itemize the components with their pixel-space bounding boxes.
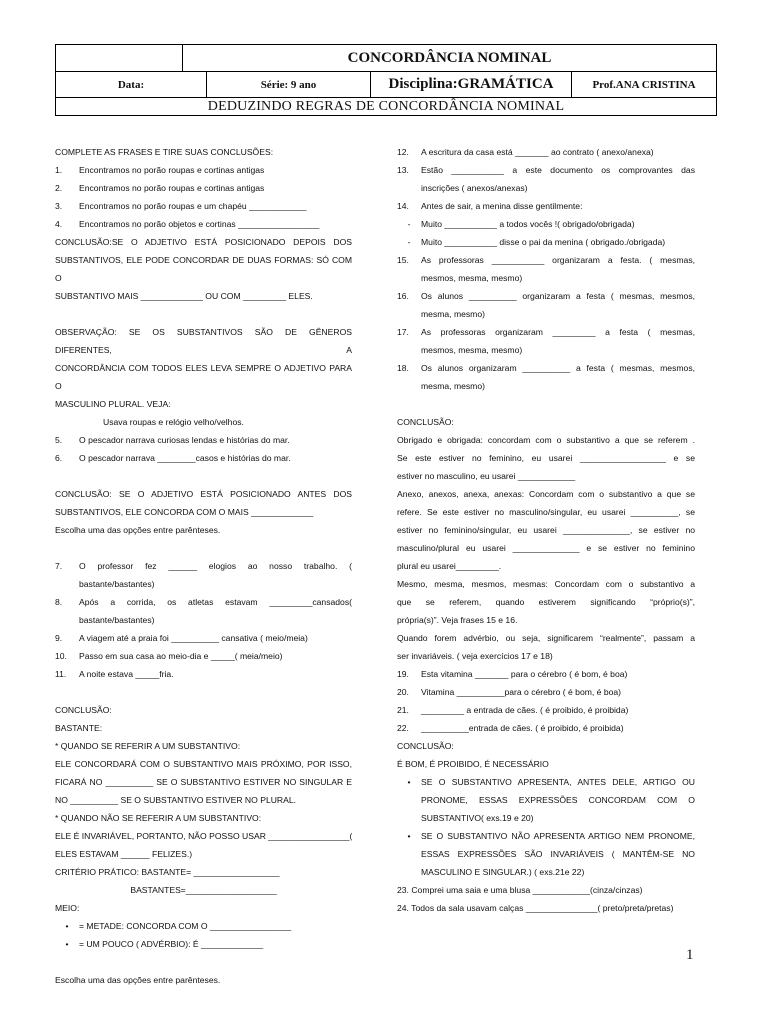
line-text: SE O SUBSTANTIVO APRESENTA, ANTES DELE, ARTIGO OU	[421, 777, 695, 787]
text-line	[397, 881, 695, 899]
line-text: CONCLUSÃO:SE O ADJETIVO ESTÁ POSICIONADO DEPOIS DOS	[55, 237, 352, 247]
text-line	[55, 503, 352, 521]
subject-label: Disciplina:GRAMÁTICA	[371, 72, 572, 97]
exercise-line	[55, 197, 352, 215]
line-text: ser invariáveis. ( veja exercícios 17 e 18)	[397, 651, 553, 661]
line-text: ESSAS EXPRESSÕES SÃO INVARIÁVEIS ( MANTÊM-SE NO	[421, 849, 695, 859]
text-line	[55, 143, 352, 161]
line-text: 23. Comprei uma saia e uma blusa ____________(cinza/cinzas)	[397, 885, 643, 895]
line-text: BASTANTE:	[55, 723, 103, 733]
item-number: 15.	[397, 255, 409, 265]
line-text: mesmos, mesma, mesmo)	[421, 345, 523, 355]
exercise-line	[55, 917, 352, 935]
line-text: SE O SUBSTANTIVO NÃO APRESENTA ARTIGO NEM PRONOME,	[421, 831, 695, 841]
line-text: A noite estava _____fria.	[79, 669, 174, 679]
text-line	[55, 575, 352, 593]
blank-line	[55, 305, 352, 323]
text-line	[55, 251, 352, 287]
line-text: ELE É INVARIÁVEL, PORTANTO, NÃO POSSO USAR _________________(	[55, 831, 352, 841]
exercise-line	[55, 215, 352, 233]
line-text: Encontramos no porão roupas e um chapéu ____________	[79, 201, 307, 211]
item-number: 10.	[55, 651, 67, 661]
header-row-subtitle	[56, 98, 716, 115]
blank-line	[55, 953, 352, 971]
line-text: É BOM, É PROIBIDO, É NECESSÁRIO	[397, 759, 549, 769]
line-text: ELES ESTAVAM ______ FELIZES.)	[55, 849, 193, 859]
text-line	[55, 611, 352, 629]
line-text: plural eu usarei_________.	[397, 561, 502, 571]
text-line	[397, 521, 695, 539]
header-table	[55, 44, 717, 116]
page-number: 1	[686, 947, 694, 963]
text-line	[397, 503, 695, 521]
bullet: •	[407, 777, 411, 787]
text-line	[397, 611, 695, 629]
line-text: Usava roupas e relógio velho/velhos.	[103, 417, 244, 427]
line-text: As professoras organizaram _________ a festa ( mesmas,	[421, 327, 695, 337]
text-line	[55, 359, 352, 395]
line-text: masculino/plural eu usarei ______________ e se estiver no feminino	[397, 543, 695, 553]
line-text: CONCLUSÃO:	[397, 417, 454, 427]
line-text: COMPLETE AS FRASES E TIRE SUAS CONCLUSÕES:	[55, 147, 274, 157]
text-line	[397, 647, 695, 665]
header-row-info	[56, 72, 716, 98]
text-line	[55, 719, 352, 737]
text-line	[55, 413, 352, 431]
text-line	[55, 521, 352, 539]
exercise-line	[397, 161, 695, 179]
text-line	[55, 809, 352, 827]
text-line	[55, 773, 352, 791]
exercise-line	[55, 593, 352, 611]
text-line	[55, 737, 352, 755]
line-text: Escolha uma das opções entre parênteses.	[55, 525, 221, 535]
line-text: estiver no feminino/singular, eu usarei ______________, se estiver no	[397, 525, 695, 535]
line-text: inscrições ( anexos/anexas)	[421, 183, 528, 193]
line-text: _________ a entrada de cães. ( é proibido, é proibida)	[421, 705, 629, 715]
line-text: MASCULINO PLURAL. VEJA:	[55, 399, 171, 409]
text-line	[55, 881, 352, 899]
item-number: 4.	[55, 219, 63, 229]
line-text: mesma, mesmo)	[421, 309, 485, 319]
line-text: SUBSTANTIVO MAIS _____________ OU COM _________ ELES.	[55, 291, 313, 301]
bullet: -	[407, 219, 411, 229]
line-text: Antes de sair, a menina disse gentilmente:	[421, 201, 583, 211]
series-label: Série: 9 ano	[207, 72, 371, 97]
line-text: SUBSTANTIVO( exs.19 e 20)	[421, 813, 534, 823]
text-line	[397, 305, 695, 323]
text-line	[397, 863, 695, 881]
text-line	[397, 791, 695, 809]
line-text: NO __________ SE O SUBSTANTIVO ESTIVER NO PLURAL.	[55, 795, 297, 805]
item-number: 16.	[397, 291, 409, 301]
exercise-line	[397, 323, 695, 341]
item-number: 19.	[397, 669, 409, 679]
text-line	[55, 791, 352, 809]
item-number: 6.	[55, 453, 63, 463]
exercise-line	[397, 683, 695, 701]
line-text: Vitamina __________para o cérebro ( é bom, é boa)	[421, 687, 622, 697]
item-number: 20.	[397, 687, 409, 697]
line-text: = UM POUCO ( ADVÉRBIO): É _____________	[79, 939, 264, 949]
right-column	[397, 143, 695, 917]
line-text: CONCLUSÃO: SE O ADJETIVO ESTÁ POSICIONADO ANTES DOS	[55, 489, 352, 499]
blank-line	[55, 683, 352, 701]
line-text: Encontramos no porão roupas e cortinas antigas	[79, 183, 265, 193]
line-text: PRONOME, ESSAS EXPRESSÕES CONCORDAM COM O	[421, 795, 695, 805]
text-line	[55, 863, 352, 881]
line-text: Se este estiver no feminino, eu usarei __________________ e se	[397, 453, 695, 463]
exercise-line	[397, 251, 695, 269]
item-number: 7.	[55, 561, 63, 571]
line-text: 24. Todos da sala usavam calças _______________( preto/preta/pretas)	[397, 903, 674, 913]
line-text: Esta vitamina _______ para o cérebro ( é bom, é boa)	[421, 669, 628, 679]
exercise-line	[397, 197, 695, 215]
text-line	[55, 899, 352, 917]
item-number: 13.	[397, 165, 409, 175]
exercise-line	[55, 449, 352, 467]
line-text: CONCLUSÃO:	[55, 705, 112, 715]
line-text: As professoras ___________ organizaram a festa. ( mesmas,	[421, 255, 695, 265]
exercise-line	[397, 233, 695, 251]
line-text: A escritura da casa está _______ ao contrato ( anexo/anexa)	[421, 147, 654, 157]
bullet: •	[65, 921, 69, 931]
text-line	[397, 899, 695, 917]
text-line	[397, 485, 695, 503]
line-text: Os alunos organizaram __________ a festa ( mesmas, mesmos,	[421, 363, 695, 373]
line-text: Escolha uma das opções entre parênteses.	[55, 975, 221, 985]
text-line	[55, 827, 352, 845]
line-text: O pescador narrava curiosas lendas e histórias do mar.	[79, 435, 290, 445]
text-line	[397, 341, 695, 359]
exercise-line	[55, 629, 352, 647]
teacher-label: Prof.ANA CRISTINA	[592, 78, 696, 91]
exercise-line	[55, 935, 352, 953]
item-number: 2.	[55, 183, 63, 193]
line-text: estiver no masculino, eu usarei ____________	[397, 471, 576, 481]
line-text: Anexo, anexos, anexa, anexas: Concordam com o substantivo a que se	[397, 489, 695, 499]
exercise-line	[55, 161, 352, 179]
item-number: 18.	[397, 363, 409, 373]
exercise-line	[397, 287, 695, 305]
exercise-line	[397, 215, 695, 233]
page-subtitle: DEDUZINDO REGRAS DE CONCORDÂNCIA NOMINAL	[207, 98, 565, 114]
bullet: •	[407, 831, 411, 841]
line-text: * QUANDO SE REFERIR A UM SUBSTANTIVO:	[55, 741, 241, 751]
line-text: MEIO:	[55, 903, 80, 913]
text-line	[55, 845, 352, 863]
line-text: FICARÁ NO __________ SE O SUBSTANTIVO ESTIVER NO SINGULAR E	[55, 777, 352, 787]
exercise-line	[55, 647, 352, 665]
line-text: SUBSTANTIVOS, ELE CONCORDA COM O MAIS _____________	[55, 507, 314, 517]
item-number: 17.	[397, 327, 409, 337]
line-text: Mesmo, mesma, mesmos, mesmas: Concordam com o substantivo a	[397, 579, 695, 589]
exercise-line	[397, 773, 695, 791]
item-number: 1.	[55, 165, 63, 175]
text-line	[55, 971, 352, 989]
text-line	[55, 233, 352, 251]
exercise-line	[55, 557, 352, 575]
item-number: 8.	[55, 597, 63, 607]
text-line	[55, 395, 352, 413]
text-line	[397, 737, 695, 755]
line-text: OBSERVAÇÃO: SE OS SUBSTANTIVOS SÃO DE GÊNEROS DIFERENTES, A	[55, 327, 352, 355]
text-line	[397, 179, 695, 197]
exercise-line	[397, 701, 695, 719]
item-number: 9.	[55, 633, 63, 643]
line-text: Quando forem advérbio, ou seja, significarem “realmente”, passam a	[397, 633, 695, 643]
left-column	[55, 143, 352, 989]
line-text: Muito ___________ disse o pai da menina ( obrigado./obrigada)	[421, 237, 666, 247]
text-line	[397, 755, 695, 773]
text-line	[397, 845, 695, 863]
text-line	[55, 755, 352, 773]
text-line	[397, 467, 695, 485]
blank-line	[55, 539, 352, 557]
item-number: 12.	[397, 147, 409, 157]
line-text: mesma, mesmo)	[421, 381, 485, 391]
line-text: Encontramos no porão objetos e cortinas _________________	[79, 219, 320, 229]
text-line	[397, 629, 695, 647]
exercise-line	[397, 665, 695, 683]
line-text: Muito ___________ a todos vocês !( obrigado/obrigada)	[421, 219, 635, 229]
line-text: SUBSTANTIVOS, ELE PODE CONCORDAR DE DUAS FORMAS: SÓ COM O	[55, 255, 352, 283]
line-text: O professor fez ______ elogios ao nosso trabalho. (	[79, 561, 352, 571]
line-text: MASCULINO E SINGULAR.) ( exs.21e 22)	[421, 867, 585, 877]
line-text: Obrigado e obrigada: concordam com o substantivo a que se referem .	[397, 435, 695, 445]
text-line	[397, 269, 695, 287]
line-text: BASTANTES=___________________	[130, 885, 277, 895]
text-line	[397, 575, 695, 593]
line-text: CONCLUSÃO:	[397, 741, 454, 751]
line-text: __________entrada de cães. ( é proibido, é proibida)	[421, 723, 624, 733]
blank-line	[397, 395, 695, 413]
exercise-line	[55, 179, 352, 197]
item-number: 21.	[397, 705, 409, 715]
item-number: 3.	[55, 201, 63, 211]
exercise-line	[397, 359, 695, 377]
line-text: O pescador narrava ________casos e histórias do mar.	[79, 453, 291, 463]
line-text: que se referem, quando estiverem significando “próprio(s)”,	[397, 597, 695, 607]
exercise-line	[55, 431, 352, 449]
line-text: mesmos, mesma, mesmo)	[421, 273, 523, 283]
exercise-line	[397, 719, 695, 737]
text-line	[397, 431, 695, 449]
blank-line	[55, 467, 352, 485]
item-number: 14.	[397, 201, 409, 211]
line-text: própria(s)”. Veja frases 15 e 16.	[397, 615, 518, 625]
date-label: Data:	[56, 72, 207, 97]
line-text: Após a corrida, os atletas estavam _________cansados(	[79, 597, 352, 607]
line-text: CONCORDÂNCIA COM TODOS ELES LEVA SEMPRE O ADJETIVO PARA O	[55, 363, 352, 391]
text-line	[55, 323, 352, 359]
line-text: bastante/bastantes)	[79, 579, 155, 589]
line-text: Estão ___________ a este documento os comprovantes das	[421, 165, 695, 175]
exercise-line	[397, 827, 695, 845]
item-number: 5.	[55, 435, 63, 445]
header-row-title	[56, 45, 716, 72]
text-line	[397, 377, 695, 395]
text-line	[397, 413, 695, 431]
line-text: bastante/bastantes)	[79, 615, 155, 625]
bullet: -	[407, 237, 411, 247]
exercise-line	[55, 665, 352, 683]
text-line	[397, 557, 695, 575]
header-blank-cell	[56, 45, 183, 71]
exercise-line	[397, 143, 695, 161]
line-text: A viagem até a praia foi __________ cansativa ( meio/meia)	[79, 633, 308, 643]
line-text: CRITÉRIO PRÁTICO: BASTANTE= __________________	[55, 867, 280, 877]
line-text: = METADE: CONCORDA COM O _________________	[79, 921, 292, 931]
text-line	[55, 485, 352, 503]
item-number: 22.	[397, 723, 409, 733]
text-line	[397, 809, 695, 827]
line-text: Encontramos no porão roupas e cortinas antigas	[79, 165, 265, 175]
line-text: Os alunos __________ organizaram a festa ( mesmas, mesmos,	[421, 291, 695, 301]
text-line	[397, 449, 695, 467]
text-line	[397, 593, 695, 611]
text-line	[55, 701, 352, 719]
text-line	[397, 539, 695, 557]
line-text: ELE CONCORDARÁ COM O SUBSTANTIVO MAIS PRÓXIMO, POR ISSO,	[55, 759, 352, 769]
line-text: refere. Se este estiver no masculino/singular, eu usarei __________, se	[397, 507, 695, 517]
line-text: Passo em sua casa ao meio-dia e _____( meia/meio)	[79, 651, 283, 661]
text-line	[55, 287, 352, 305]
page-title: CONCORDÂNCIA NOMINAL	[347, 49, 552, 66]
bullet: •	[65, 939, 69, 949]
item-number: 11.	[55, 669, 67, 679]
line-text: * QUANDO NÃO SE REFERIR A UM SUBSTANTIVO:	[55, 813, 262, 823]
